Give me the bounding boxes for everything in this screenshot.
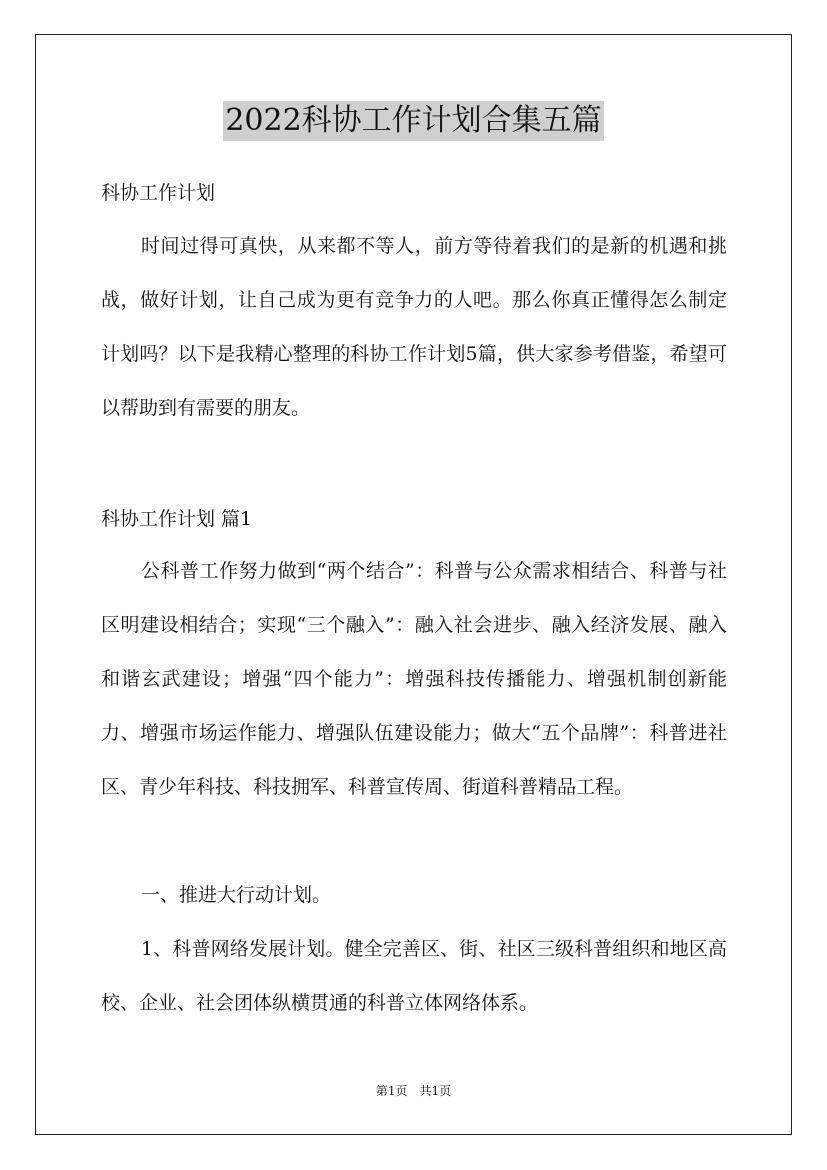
intro-heading: 科协工作计划: [101, 182, 216, 204]
section-heading: 科协工作计划 篇1: [101, 508, 253, 530]
body-paragraph-2: 一、推进大行动计划。: [141, 884, 332, 906]
intro-paragraph: 时间过得可真快，从来都不等人，前方等待着我们的是新的机遇和挑战，做好计划，让自己成为更有竞争力的人吧。那么你真正懂得怎么制定计划吗？以下是我精心整理的科协工作计划5篇，供大家参考借鉴，希望可以帮助到有需要的朋友。: [101, 235, 727, 419]
body-paragraph-1: 公科普工作努力做到“两个结合”：科普与公众需求相结合、科普与社区明建设相结合；实现“三个融入”：融入社会进步、融入经济发展、融入和谐玄武建设；增强“四个能力”：增强科技传播能力、增强机制创新能力、增强市场运作能力、增强队伍建设能力；做大“五个品牌”：科普进社区、青少年科技、科技拥军、科普宣传周、街道科普精品工程。: [101, 560, 727, 798]
body-paragraph-3: 1、科普网络发展计划。健全完善区、街、社区三级科普组织和地区高校、企业、社会团体纵横贯通的科普立体网络体系。: [101, 938, 727, 1014]
document-title: 2022科协工作计划合集五篇: [223, 101, 603, 141]
page-number-footer: 第1页 共1页: [375, 1084, 452, 1098]
title-container: [0, 101, 827, 141]
